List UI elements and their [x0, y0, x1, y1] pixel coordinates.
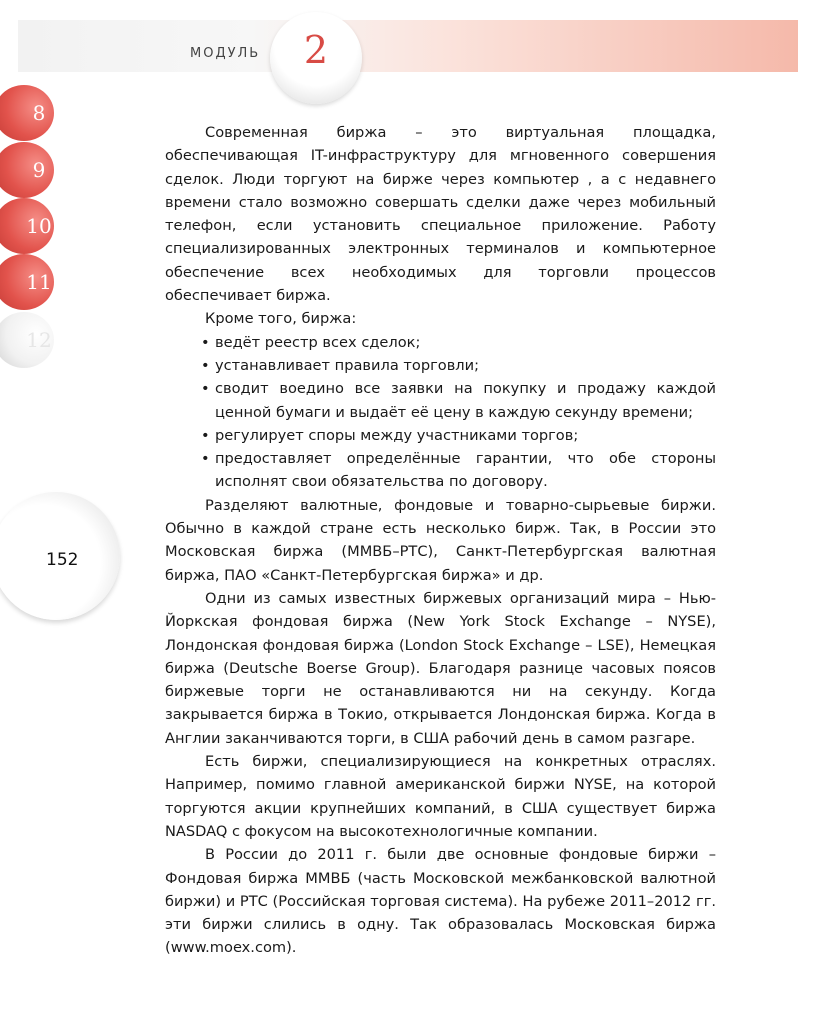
chapter-tab-label: 9 [32, 158, 46, 182]
list-item [201, 354, 716, 377]
module-number: 2 [303, 28, 329, 72]
bullet-icon: • [201, 356, 210, 374]
paragraph: В России до 2011 г. были две основные фондовые биржи – Фондовая биржа ММВБ (часть Московской межбанковской валютной биржи) и РТС (Российская торговая система). На рубеже 2011–2012 гг. эти биржи слились в одну. Так образовалась Московская биржа (www.moex.com). [165, 846, 716, 957]
paragraph: Кроме того, биржа: [205, 310, 357, 328]
header-band [18, 20, 798, 72]
list-item-text: регулирует споры между участниками торгов; [215, 426, 579, 444]
list-item [201, 424, 716, 447]
bullet-icon: • [201, 426, 210, 444]
chapter-tab-label: 11 [26, 270, 52, 294]
list-item-text: ведёт реестр всех сделок; [215, 333, 421, 351]
bullet-icon: • [201, 333, 210, 351]
paragraph: Одни из самых известных биржевых организаций мира – Нью-Йоркская фондовая биржа (New York Stock Exchange – NYSE), Лондонская фондовая биржа (London Stock Exchange – LSE), Немецкая биржа (Deutsche Boerse Group). Благодаря разнице часовых поясов биржевые торги не останавливаются ни на секунду. Когда закрывается биржа в Токио, открывается Лондонская биржа. Когда в Англии заканчиваются торги, в США рабочий день в самом разгаре. [165, 589, 716, 747]
bullet-list [165, 331, 716, 494]
chapter-tab-label: 10 [26, 214, 52, 238]
chapter-tab-label: 12 [26, 328, 52, 352]
list-item-text: устанавливает правила торговли; [215, 356, 480, 374]
paragraph: Есть биржи, специализирующиеся на конкретных отраслях. Например, помимо главной американской биржи NYSE, на которой торгуются акции крупнейших компаний, в США существует биржа NASDAQ с фокусом на высокотехнологичные компании. [165, 753, 716, 840]
chapter-tab-11[interactable] [0, 254, 54, 310]
list-item-text: сводит воедино все заявки на покупку и продажу каждой ценной бумаги и выдаёт её цену в каждую секунду времени; [215, 380, 716, 421]
chapter-tab-label: 8 [32, 101, 46, 125]
chapter-tab-8[interactable] [0, 85, 54, 141]
page-number: 152 [46, 550, 79, 570]
list-item-text: предоставляет определённые гарантии, что обе стороны исполнят свои обязательства по договору. [215, 450, 716, 491]
chapter-tab-9[interactable] [0, 142, 54, 198]
body-text [165, 121, 716, 960]
bullet-icon: • [201, 450, 210, 468]
module-number-badge [270, 12, 362, 104]
paragraph: Разделяют валютные, фондовые и товарно-сырьевые биржи. Обычно в каждой стране есть несколько бирж. Так, в России это Московская биржа (ММВБ–РТС), Санкт-Петербургская валютная биржа, ПАО «Санкт-Петербургская биржа» и др. [165, 496, 716, 584]
list-item [201, 331, 716, 354]
paragraph: Современная биржа – это виртуальная площадка, обеспечивающая IT-инфраструктуру для мгновенного совершения сделок. Люди торгуют на бирже через компьютер , а с недавнего времени стало возможно совершать сделки даже через мобильный телефон, если установить специальное приложение. Работу специализированных электронных терминалов и компьютерное обеспечение всех необходимых для торговли процессов обеспечивает биржа. [165, 124, 716, 305]
bullet-icon: • [201, 380, 210, 398]
list-item [201, 377, 716, 424]
list-item [201, 447, 716, 494]
module-label: МОДУЛЬ [190, 46, 261, 61]
chapter-tab-10[interactable] [0, 198, 54, 254]
chapter-tab-12[interactable] [0, 312, 54, 368]
